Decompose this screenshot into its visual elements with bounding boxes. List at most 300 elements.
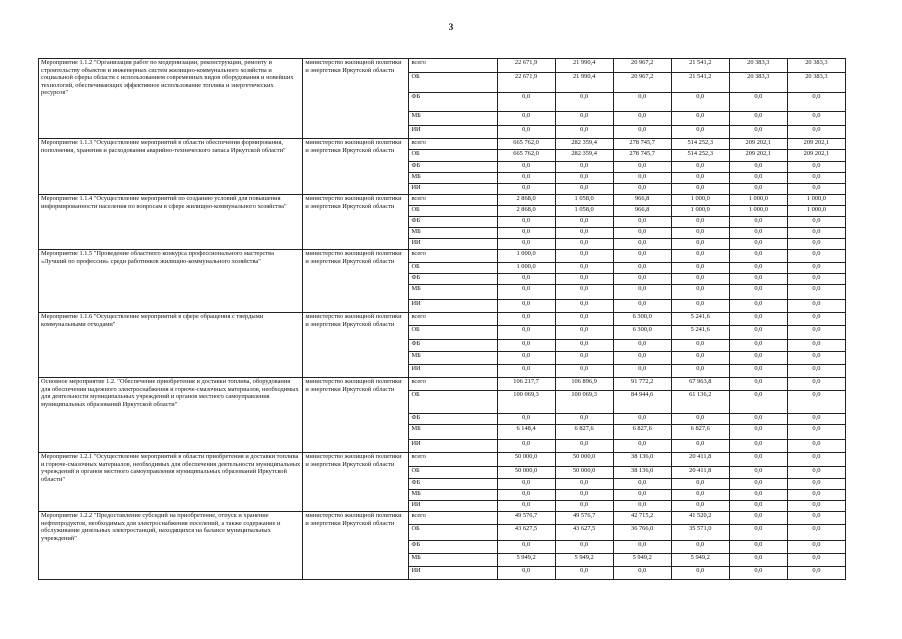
amount-cell: 0,0 [497, 440, 555, 453]
amount-cell: 50 000,0 [497, 453, 555, 467]
table-row [39, 250, 846, 263]
amount-cell: 0,0 [613, 541, 671, 554]
executor-cell: министерство жилищной политики и энергетики Иркутской области [303, 378, 409, 453]
amount-cell: 0,0 [671, 501, 729, 512]
amount-cell: 0,0 [671, 479, 729, 490]
amount-cell: 0,0 [729, 453, 787, 467]
funding-source-cell: всего [409, 59, 497, 73]
amount-cell: 0,0 [555, 184, 613, 195]
amount-cell: 20 411,8 [671, 467, 729, 479]
amount-cell: 0,0 [497, 541, 555, 554]
amount-cell: 0,0 [671, 285, 729, 300]
amount-cell: 0,0 [729, 126, 787, 139]
amount-cell: 0,0 [671, 440, 729, 453]
executor-cell: министерство жилищной политики и энергетики Иркутской области [303, 59, 409, 139]
amount-cell: 0,0 [613, 274, 671, 285]
funding-source-cell: всего [409, 512, 497, 525]
amount-cell: 0,0 [555, 250, 613, 263]
amount-cell: 38 136,0 [613, 467, 671, 479]
amount-cell: 0,0 [729, 554, 787, 567]
amount-cell: 0,0 [787, 490, 845, 501]
amount-cell: 0,0 [555, 479, 613, 490]
amount-cell: 0,0 [787, 501, 845, 512]
amount-cell: 0,0 [613, 501, 671, 512]
amount-cell: 0,0 [787, 173, 845, 184]
amount-cell: 5 241,6 [671, 326, 729, 340]
funding-source-cell: ИИ [409, 501, 497, 512]
funding-source-cell: всего [409, 378, 497, 391]
amount-cell: 0,0 [613, 126, 671, 139]
funding-source-cell: ИИ [409, 365, 497, 378]
amount-cell: 0,0 [787, 525, 845, 541]
table-row [39, 378, 846, 391]
amount-cell: 5 949,2 [555, 554, 613, 567]
amount-cell: 0,0 [613, 184, 671, 195]
amount-cell: 0,0 [729, 501, 787, 512]
amount-cell: 0,0 [671, 250, 729, 263]
amount-cell: 0,0 [613, 162, 671, 173]
amount-cell: 0,0 [497, 365, 555, 378]
amount-cell: 0,0 [787, 340, 845, 352]
amount-cell: 6 827,6 [671, 425, 729, 440]
amount-cell: 0,0 [729, 440, 787, 453]
amount-cell: 0,0 [497, 126, 555, 139]
funding-source-cell: МБ [409, 425, 497, 440]
amount-cell: 0,0 [671, 340, 729, 352]
amount-cell: 0,0 [729, 228, 787, 239]
amount-cell: 5 949,2 [613, 554, 671, 567]
amount-cell: 0,0 [671, 352, 729, 365]
amount-cell: 0,0 [555, 173, 613, 184]
budget-table [38, 58, 846, 580]
amount-cell: 0,0 [497, 340, 555, 352]
amount-cell: 966,8 [613, 206, 671, 217]
amount-cell: 0,0 [555, 414, 613, 425]
funding-source-cell: ИИ [409, 239, 497, 250]
amount-cell: 278 745,7 [613, 150, 671, 162]
funding-source-cell: ФБ [409, 340, 497, 352]
amount-cell: 100 069,3 [555, 391, 613, 414]
amount-cell: 0,0 [787, 263, 845, 274]
amount-cell: 5 949,2 [671, 554, 729, 567]
amount-cell: 84 944,6 [613, 391, 671, 414]
amount-cell: 0,0 [729, 326, 787, 340]
amount-cell: 1 000,0 [729, 206, 787, 217]
amount-cell: 0,0 [787, 228, 845, 239]
funding-source-cell: всего [409, 250, 497, 263]
amount-cell: 0,0 [787, 274, 845, 285]
amount-cell: 0,0 [787, 425, 845, 440]
amount-cell: 35 571,0 [671, 525, 729, 541]
table-row [39, 512, 846, 525]
amount-cell: 0,0 [729, 300, 787, 313]
table-row [39, 195, 846, 206]
amount-cell: 0,0 [555, 300, 613, 313]
activity-title: Мероприятие 1.1.3 "Осуществление мероприятий в области обеспечения формирования, пополнения, хранения и расходования аварийно-технического запаса Иркутской области" [39, 139, 303, 195]
amount-cell: 0,0 [787, 239, 845, 250]
amount-cell: 0,0 [497, 112, 555, 126]
amount-cell: 50 000,0 [555, 453, 613, 467]
amount-cell: 0,0 [671, 126, 729, 139]
funding-source-cell: МБ [409, 285, 497, 300]
amount-cell: 0,0 [671, 263, 729, 274]
amount-cell: 100 069,3 [497, 391, 555, 414]
amount-cell: 0,0 [671, 228, 729, 239]
amount-cell: 0,0 [787, 467, 845, 479]
funding-source-cell: ОБ [409, 150, 497, 162]
amount-cell: 1 000,0 [497, 250, 555, 263]
activity-title: Мероприятие 1.1.2 "Организация работ по модернизации, реконструкции, ремонту и строительству объектов и инженерных систем жилищно-коммунального хозяйства и социальной сферы области с использованием современных видов оборудования и новейших технологий, обеспечивающих эффективное использование топлива и энергетических ресурсов" [39, 59, 303, 139]
amount-cell: 0,0 [497, 414, 555, 425]
amount-cell: 5 241,6 [671, 313, 729, 326]
amount-cell: 21 541,2 [671, 59, 729, 73]
amount-cell: 43 627,5 [555, 525, 613, 541]
amount-cell: 282 359,4 [555, 150, 613, 162]
amount-cell: 0,0 [787, 217, 845, 228]
amount-cell: 0,0 [555, 228, 613, 239]
amount-cell: 0,0 [497, 173, 555, 184]
amount-cell: 0,0 [729, 263, 787, 274]
funding-source-cell: ФБ [409, 217, 497, 228]
amount-cell: 0,0 [613, 414, 671, 425]
amount-cell: 0,0 [497, 490, 555, 501]
amount-cell: 0,0 [729, 162, 787, 173]
amount-cell: 0,0 [497, 567, 555, 580]
amount-cell: 0,0 [729, 340, 787, 352]
amount-cell: 50 000,0 [555, 467, 613, 479]
amount-cell: 0,0 [497, 300, 555, 313]
amount-cell: 0,0 [729, 479, 787, 490]
amount-cell: 0,0 [555, 313, 613, 326]
amount-cell: 0,0 [497, 326, 555, 340]
funding-source-cell: ФБ [409, 541, 497, 554]
amount-cell: 0,0 [787, 352, 845, 365]
amount-cell: 0,0 [555, 285, 613, 300]
amount-cell: 0,0 [729, 512, 787, 525]
amount-cell: 514 252,3 [671, 139, 729, 150]
amount-cell: 0,0 [671, 274, 729, 285]
amount-cell: 0,0 [671, 162, 729, 173]
amount-cell: 1 000,0 [787, 195, 845, 206]
funding-source-cell: ОБ [409, 206, 497, 217]
amount-cell: 2 868,0 [497, 206, 555, 217]
activity-title: Мероприятие 1.1.6 "Осуществление мероприятий в сфере обращения с твердыми коммунальными отходами" [39, 313, 303, 378]
amount-cell: 1 058,0 [555, 206, 613, 217]
amount-cell: 0,0 [787, 285, 845, 300]
table-row [39, 59, 846, 73]
amount-cell: 6 300,0 [613, 326, 671, 340]
executor-cell: министерство жилищной политики и энергетики Иркутской области [303, 453, 409, 512]
activity-title: Мероприятие 1.1.4 "Осуществление мероприятий по созданию условий для повышения информированности населения по вопросам в сфере жилищно-коммунального хозяйства" [39, 195, 303, 250]
amount-cell: 0,0 [613, 352, 671, 365]
amount-cell: 0,0 [729, 274, 787, 285]
amount-cell: 0,0 [729, 352, 787, 365]
amount-cell: 49 576,7 [555, 512, 613, 525]
amount-cell: 0,0 [729, 250, 787, 263]
amount-cell: 0,0 [555, 340, 613, 352]
amount-cell: 0,0 [671, 217, 729, 228]
amount-cell: 0,0 [555, 239, 613, 250]
amount-cell: 0,0 [671, 567, 729, 580]
amount-cell: 0,0 [787, 378, 845, 391]
funding-source-cell: всего [409, 313, 497, 326]
amount-cell: 0,0 [729, 467, 787, 479]
amount-cell: 0,0 [555, 162, 613, 173]
funding-source-cell: ФБ [409, 162, 497, 173]
page-number: 3 [448, 22, 454, 32]
amount-cell: 0,0 [787, 479, 845, 490]
amount-cell: 20 383,3 [729, 59, 787, 73]
amount-cell: 209 202,1 [729, 139, 787, 150]
funding-source-cell: МБ [409, 112, 497, 126]
amount-cell: 0,0 [555, 490, 613, 501]
amount-cell: 0,0 [787, 365, 845, 378]
amount-cell: 665 762,0 [497, 150, 555, 162]
amount-cell: 22 671,9 [497, 59, 555, 73]
amount-cell: 0,0 [497, 184, 555, 195]
amount-cell: 0,0 [729, 285, 787, 300]
amount-cell: 0,0 [787, 126, 845, 139]
amount-cell: 0,0 [671, 300, 729, 313]
amount-cell: 0,0 [729, 425, 787, 440]
amount-cell: 20 383,3 [729, 73, 787, 93]
funding-source-cell: ИИ [409, 126, 497, 139]
funding-source-cell: ИИ [409, 184, 497, 195]
amount-cell: 6 300,0 [613, 313, 671, 326]
funding-source-cell: МБ [409, 228, 497, 239]
amount-cell: 0,0 [555, 274, 613, 285]
activity-title: Основное мероприятие 1.2. "Обеспечение приобретения и доставки топлива, оборудования для обеспечения надежного электроснабжения и горюче-смазочных материалов, необходимых для деятельности муниципальных учреждений и органов местного самоуправления муниципальных образований Иркутской области" [39, 378, 303, 453]
amount-cell: 0,0 [555, 93, 613, 112]
amount-cell: 38 136,0 [613, 453, 671, 467]
amount-cell: 0,0 [497, 313, 555, 326]
amount-cell: 0,0 [613, 490, 671, 501]
amount-cell: 0,0 [613, 112, 671, 126]
amount-cell: 61 136,2 [671, 391, 729, 414]
amount-cell: 22 671,9 [497, 73, 555, 93]
amount-cell: 0,0 [555, 263, 613, 274]
activity-title: Мероприятие 1.2.1 "Осуществление мероприятий в области приобретения и доставки топлива и горюче-смазочных материалов, необходимых для обеспечения деятельности муниципальных учреждений и органов местного самоуправления муниципальных образований Иркутской области" [39, 453, 303, 512]
executor-cell: министерство жилищной политики и энергетики Иркутской области [303, 139, 409, 195]
amount-cell: 0,0 [671, 365, 729, 378]
amount-cell: 20 967,2 [613, 59, 671, 73]
amount-cell: 0,0 [555, 567, 613, 580]
amount-cell: 43 627,5 [497, 525, 555, 541]
funding-source-cell: МБ [409, 490, 497, 501]
amount-cell: 0,0 [613, 365, 671, 378]
funding-source-cell: ФБ [409, 274, 497, 285]
amount-cell: 0,0 [497, 93, 555, 112]
amount-cell: 0,0 [613, 479, 671, 490]
amount-cell: 0,0 [613, 250, 671, 263]
funding-source-cell: ИИ [409, 567, 497, 580]
funding-source-cell: всего [409, 195, 497, 206]
activity-title: Мероприятие 1.1.5 "Проведение областного конкурса профессионального мастерства «Лучший по профессии» среди работников жилищно-коммунального хозяйства" [39, 250, 303, 313]
amount-cell: 0,0 [671, 173, 729, 184]
amount-cell: 50 000,0 [497, 467, 555, 479]
amount-cell: 41 520,2 [671, 512, 729, 525]
amount-cell: 0,0 [729, 378, 787, 391]
amount-cell: 0,0 [555, 365, 613, 378]
table-row [39, 139, 846, 150]
amount-cell: 20 383,3 [787, 59, 845, 73]
amount-cell: 0,0 [555, 501, 613, 512]
funding-source-cell: МБ [409, 554, 497, 567]
funding-source-cell: ФБ [409, 479, 497, 490]
funding-source-cell: ОБ [409, 73, 497, 93]
amount-cell: 2 868,0 [497, 195, 555, 206]
amount-cell: 21 990,4 [555, 59, 613, 73]
funding-source-cell: всего [409, 453, 497, 467]
amount-cell: 0,0 [729, 365, 787, 378]
amount-cell: 0,0 [787, 391, 845, 414]
amount-cell: 0,0 [729, 93, 787, 112]
amount-cell: 6 827,6 [555, 425, 613, 440]
amount-cell: 0,0 [787, 541, 845, 554]
amount-cell: 0,0 [787, 414, 845, 425]
funding-source-cell: ИИ [409, 440, 497, 453]
amount-cell: 20 383,3 [787, 73, 845, 93]
executor-cell: министерство жилищной политики и энергетики Иркутской области [303, 512, 409, 580]
amount-cell: 0,0 [729, 525, 787, 541]
amount-cell: 278 745,7 [613, 139, 671, 150]
amount-cell: 0,0 [787, 300, 845, 313]
amount-cell: 0,0 [729, 173, 787, 184]
amount-cell: 0,0 [613, 567, 671, 580]
funding-source-cell: ФБ [409, 93, 497, 112]
executor-cell: министерство жилищной политики и энергетики Иркутской области [303, 195, 409, 250]
funding-source-cell: МБ [409, 173, 497, 184]
amount-cell: 0,0 [729, 541, 787, 554]
amount-cell: 0,0 [613, 173, 671, 184]
amount-cell: 0,0 [497, 228, 555, 239]
amount-cell: 0,0 [729, 414, 787, 425]
amount-cell: 0,0 [613, 440, 671, 453]
amount-cell: 1 058,0 [555, 195, 613, 206]
amount-cell: 0,0 [555, 326, 613, 340]
amount-cell: 0,0 [729, 490, 787, 501]
amount-cell: 0,0 [497, 501, 555, 512]
amount-cell: 106 896,9 [555, 378, 613, 391]
amount-cell: 1 000,0 [787, 206, 845, 217]
amount-cell: 0,0 [613, 263, 671, 274]
amount-cell: 0,0 [671, 93, 729, 112]
amount-cell: 0,0 [613, 239, 671, 250]
funding-source-cell: МБ [409, 352, 497, 365]
funding-source-cell: ОБ [409, 391, 497, 414]
amount-cell: 0,0 [729, 567, 787, 580]
amount-cell: 0,0 [729, 217, 787, 228]
amount-cell: 0,0 [613, 93, 671, 112]
amount-cell: 0,0 [671, 414, 729, 425]
amount-cell: 91 772,2 [613, 378, 671, 391]
amount-cell: 1 000,0 [671, 195, 729, 206]
amount-cell: 282 359,4 [555, 139, 613, 150]
amount-cell: 0,0 [671, 541, 729, 554]
funding-source-cell: ФБ [409, 414, 497, 425]
amount-cell: 5 949,2 [497, 554, 555, 567]
amount-cell: 0,0 [555, 352, 613, 365]
funding-source-cell: ОБ [409, 525, 497, 541]
amount-cell: 0,0 [787, 112, 845, 126]
amount-cell: 1 000,0 [729, 195, 787, 206]
amount-cell: 0,0 [613, 285, 671, 300]
amount-cell: 966,8 [613, 195, 671, 206]
amount-cell: 0,0 [787, 512, 845, 525]
funding-source-cell: ИИ [409, 300, 497, 313]
funding-source-cell: ОБ [409, 326, 497, 340]
amount-cell: 0,0 [497, 162, 555, 173]
amount-cell: 0,0 [729, 239, 787, 250]
amount-cell: 0,0 [787, 313, 845, 326]
funding-source-cell: всего [409, 139, 497, 150]
amount-cell: 49 576,7 [497, 512, 555, 525]
amount-cell: 0,0 [787, 250, 845, 263]
amount-cell: 0,0 [497, 285, 555, 300]
executor-cell: министерство жилищной политики и энергетики Иркутской области [303, 313, 409, 378]
amount-cell: 1 000,0 [671, 206, 729, 217]
amount-cell: 0,0 [613, 217, 671, 228]
amount-cell: 0,0 [613, 300, 671, 313]
amount-cell: 665 762,0 [497, 139, 555, 150]
amount-cell: 0,0 [787, 93, 845, 112]
amount-cell: 0,0 [497, 479, 555, 490]
amount-cell: 514 252,3 [671, 150, 729, 162]
amount-cell: 209 202,1 [729, 150, 787, 162]
amount-cell: 0,0 [497, 352, 555, 365]
amount-cell: 209 202,1 [787, 150, 845, 162]
amount-cell: 0,0 [787, 453, 845, 467]
amount-cell: 21 541,2 [671, 73, 729, 93]
amount-cell: 0,0 [555, 126, 613, 139]
amount-cell: 0,0 [787, 554, 845, 567]
funding-source-cell: ОБ [409, 263, 497, 274]
amount-cell: 21 990,4 [555, 73, 613, 93]
amount-cell: 0,0 [555, 112, 613, 126]
amount-cell: 0,0 [729, 112, 787, 126]
amount-cell: 0,0 [671, 239, 729, 250]
funding-source-cell: ОБ [409, 467, 497, 479]
amount-cell: 20 967,2 [613, 73, 671, 93]
amount-cell: 0,0 [497, 217, 555, 228]
amount-cell: 0,0 [613, 340, 671, 352]
amount-cell: 0,0 [787, 162, 845, 173]
amount-cell: 0,0 [497, 274, 555, 285]
amount-cell: 0,0 [555, 440, 613, 453]
amount-cell: 0,0 [555, 217, 613, 228]
amount-cell: 0,0 [497, 239, 555, 250]
table-row [39, 453, 846, 467]
amount-cell: 0,0 [555, 541, 613, 554]
amount-cell: 0,0 [787, 567, 845, 580]
amount-cell: 6 148,4 [497, 425, 555, 440]
amount-cell: 0,0 [787, 440, 845, 453]
amount-cell: 0,0 [671, 184, 729, 195]
amount-cell: 0,0 [671, 490, 729, 501]
amount-cell: 0,0 [613, 228, 671, 239]
amount-cell: 42 715,2 [613, 512, 671, 525]
activity-title: Мероприятие 1.2.2 "Предоставление субсидий на приобретение, отпуск и хранение нефтепродуктов, необходимых для электроснабжения поселений, а также содержание и обслуживание дизельных электростанций, находящихся на балансе муниципальных учреждений" [39, 512, 303, 580]
amount-cell: 0,0 [729, 313, 787, 326]
amount-cell: 6 827,6 [613, 425, 671, 440]
amount-cell: 0,0 [787, 326, 845, 340]
table-row [39, 313, 846, 326]
amount-cell: 106 217,7 [497, 378, 555, 391]
amount-cell: 0,0 [671, 112, 729, 126]
amount-cell: 0,0 [729, 184, 787, 195]
amount-cell: 20 411,8 [671, 453, 729, 467]
amount-cell: 67 963,8 [671, 378, 729, 391]
